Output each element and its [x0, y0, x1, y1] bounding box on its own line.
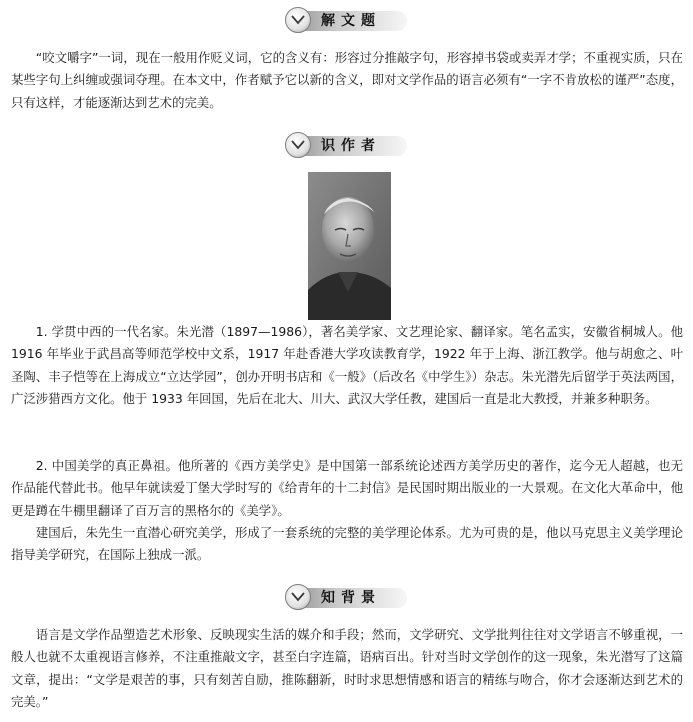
author-paragraph-2: 2. 中国美学的真正鼻祖。他所著的《西方美学史》是中国第一部系统论述西方美学历史的著作，迄今无人超越，也无作品能代替此书。他早年就读爱丁堡大学时写的《给青年的十二封信》是民国时期出版业的一大景观。在文化大革命中，他更是蹲在牛棚里翻译了百万言的黑格尔的《美学》。: [11, 458, 683, 518]
author-paragraph-1: 1. 学贯中西的一代名家。朱光潜（1897—1986），著名美学家、文艺理论家、翻译家。笔名孟实，安徽省桐城人。他 1916 年毕业于武昌高等师范学校中文系，1917 年赴香港大学攻读教育学，1922 年于上海、浙江教学。他与胡愈之、叶圣陶、丰子恺等在上海成立“立达学园”，创办开明书店和《一般》（后改名《中学生》）杂志。朱光潜先后留学于英法两国，广泛涉猎西方文化。他于 1933 年回国，先后在北大、川大、武汉大学任教，建国后一直是北大教授，并兼多种职务。: [11, 324, 684, 407]
section-header-zhibeijing: [285, 584, 410, 612]
section-title: 知背景: [321, 590, 381, 606]
chevron-down-circle-icon: [285, 584, 311, 610]
section-header-shizuozhe: [285, 132, 410, 160]
section-title: 解文题: [321, 13, 381, 29]
section-body-zhibeijing: 语言是文学作品塑造艺术形象、反映现实生活的媒介和手段；然而，文学研究、文学批判往往对文学语言不够重视，一般人也就不太重视语言修养，不注重推敲文字，甚至白字连篇，语病百出。针对当时文学创作的这一现象，朱光潜写了这篇文章，提出：“文学是艰苦的事，只有刻苦自励，推陈翻新，时时求思想情感和语言的精练与吻合，你才会逐渐达到艺术的完美。”: [11, 627, 683, 710]
chevron-down-circle-icon: [285, 7, 311, 33]
section-title: 识作者: [321, 138, 381, 154]
section-body-jiewenti: “咬文嚼字”一词，现在一般用作贬义词，它的含义有：形容过分推敲字句，形容掉书袋或卖弄才学；不重视实质，只在某些字句上纠缠或强词夺理。在本文中，作者赋予它以新的含义，即对文学作品的语言必须有“一字不肯放松的谨严”态度，只有这样，才能逐渐达到艺术的完美。: [11, 50, 683, 110]
author-paragraph-3: 建国后，朱先生一直潜心研究美学，形成了一套系统的完整的美学理论体系。尤为可贵的是，他以马克思主义美学理论指导美学研究，在国际上独成一派。: [11, 525, 683, 563]
chevron-down-circle-icon: [285, 132, 311, 158]
section-header-jiewenti: [285, 7, 410, 35]
author-portrait-photo: [308, 172, 391, 320]
